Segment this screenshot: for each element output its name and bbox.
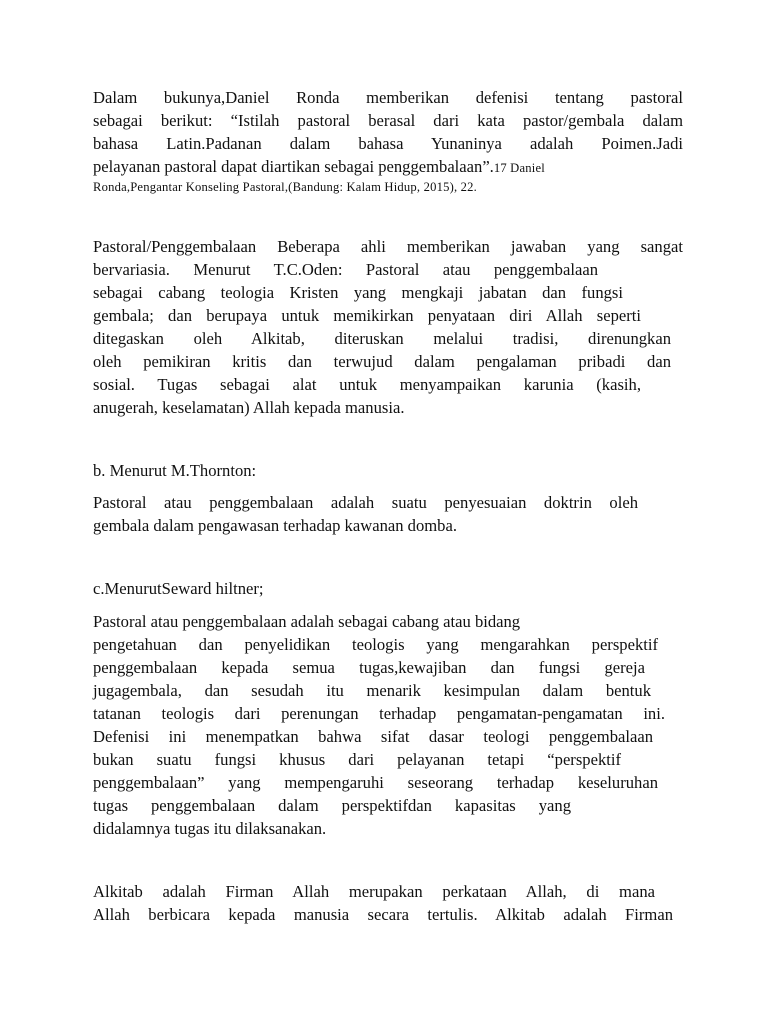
paragraph-5-line-2: Allah berbicara kepada manusia secara tertulis. Alkitab adalah Firman [93,905,673,924]
paragraph-2-line-7: sosial. Tugas sebagai alat untuk menyampaikan karunia (kasih, [93,375,641,394]
paragraph-2-line-8: anugerah, keselamatan) Allah kepada manusia. [93,398,405,417]
heading-c: c.MenurutSeward hiltner; [93,579,264,598]
paragraph-4-line-5: tatanan teologis dari perenungan terhadap pengamatan-pengamatan ini. [93,704,665,723]
paragraph-3-line-1: Pastoral atau penggembalaan adalah suatu penyesuaian doktrin oleh [93,493,638,512]
paragraph-2-line-5: ditegaskan oleh Alkitab, diteruskan melalui tradisi, direnungkan [93,329,671,348]
paragraph-2-line-2: bervariasia. Menurut T.C.Oden: Pastoral atau penggembalaan [93,260,598,279]
paragraph-1-line-2: sebagai berikut: “Istilah pastoral berasal dari kata pastor/gembala dalam [93,111,683,130]
paragraph-4-line-9: tugas penggembalaan dalam perspektifdan kapasitas yang [93,796,571,815]
footnote-citation: Ronda,Pengantar Konseling Pastoral,(Bandung: Kalam Hidup, 2015), 22. [93,180,478,194]
paragraph-4-line-7: bukan suatu fungsi khusus dari pelayanan tetapi “perspektif [93,750,621,769]
paragraph-1-line-1: Dalam bukunya,Daniel Ronda memberikan defenisi tentang pastoral [93,88,683,107]
paragraph-1-line-4-text: pelayanan pastoral dapat diartikan sebagai penggembalaan”. [93,157,494,176]
paragraph-1-line-3: bahasa Latin.Padanan dalam bahasa Yunaninya adalah Poimen.Jadi [93,134,683,153]
heading-b: b. Menurut M.Thornton: [93,461,257,480]
paragraph-4-line-4: jugagembala, dan sesudah itu menarik kesimpulan dalam bentuk [93,681,651,700]
paragraph-4-line-1: Pastoral atau penggembalaan adalah sebagai cabang atau bidang [93,612,521,631]
paragraph-4-line-10: didalamnya tugas itu dilaksanakan. [93,819,327,838]
paragraph-2-line-4: gembala; dan berupaya untuk memikirkan penyataan diri Allah seperti [93,306,641,325]
paragraph-1-line-4 [93,155,683,180]
paragraph-4-line-3: penggembalaan kepada semua tugas,kewajiban dan fungsi gereja [93,658,645,677]
paragraph-4-line-6: Defenisi ini menempatkan bahwa sifat dasar teologi penggembalaan [93,727,653,746]
paragraph-3-line-2: gembala dalam pengawasan terhadap kawanan domba. [93,516,457,535]
paragraph-5-line-1: Alkitab adalah Firman Allah merupakan perkataan Allah, di mana [93,882,655,901]
paragraph-2-line-1: Pastoral/Penggembalaan Beberapa ahli memberikan jawaban yang sangat [93,237,683,256]
paragraph-4-line-8: penggembalaan” yang mempengaruhi seseorang terhadap keseluruhan [93,773,658,792]
paragraph-2-line-3: sebagai cabang teologia Kristen yang mengkaji jabatan dan fungsi [93,283,623,302]
paragraph-4-line-2: pengetahuan dan penyelidikan teologis yang mengarahkan perspektif [93,635,658,654]
footnote-ref: 17 Daniel [493,161,545,175]
paragraph-2-line-6: oleh pemikiran kritis dan terwujud dalam pengalaman pribadi dan [93,352,671,371]
